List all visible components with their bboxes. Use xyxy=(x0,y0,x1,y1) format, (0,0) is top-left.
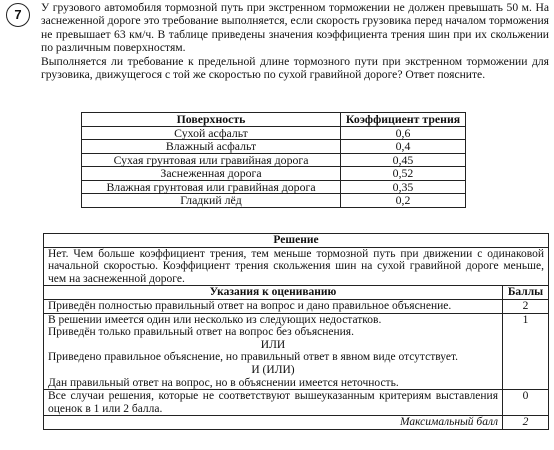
criteria-text xyxy=(44,313,503,390)
criteria-line: В решении имеется один или несколько из следующих недостатков. xyxy=(48,313,382,326)
coefficient-cell: 0,52 xyxy=(341,167,466,181)
coefficient-cell: 0,6 xyxy=(341,126,466,140)
criteria-header-row xyxy=(44,286,549,300)
surface-cell: Сухой асфальт xyxy=(82,126,341,140)
surface-cell: Заснеженная дорога xyxy=(82,167,341,181)
surface-cell: Влажная грунтовая или гравийная дорога xyxy=(82,180,341,194)
criteria-text: Все случаи решения, которые не соответствуют вышеуказанным критериям выставления оценок в 1 или 2 балла. xyxy=(44,390,503,416)
max-score-label: Максимальный балл xyxy=(44,416,503,430)
criteria-row xyxy=(44,299,549,313)
table-row xyxy=(82,167,466,181)
solution-text: Нет. Чем больше коэффициент трения, тем меньше тормозной путь при движении с одинаковой начальной скоростью. Коэффициент трения скольжения шин на сухой гравийной дороге меньше, чем на заснеженной дороге. xyxy=(44,247,549,286)
coefficient-cell: 0,45 xyxy=(341,153,466,167)
coefficient-cell: 0,2 xyxy=(341,194,466,208)
coefficient-column-header: Коэффициент трения xyxy=(341,113,466,127)
criteria-row xyxy=(44,390,549,416)
task-paragraph-2: Выполняется ли требование к предельной длине тормозного пути при экстренном торможении для грузовика, движущегося с той же скоростью по сухой гравийной дороге? Ответ поясните. xyxy=(41,54,549,82)
criteria-text: Приведён полностью правильный ответ на вопрос и дано правильное объяснение. xyxy=(44,299,503,313)
solution-table xyxy=(43,233,549,430)
table-row xyxy=(82,180,466,194)
friction-table xyxy=(81,112,466,208)
surface-cell: Гладкий лёд xyxy=(82,194,341,208)
table-row xyxy=(82,194,466,208)
max-score-value: 2 xyxy=(503,416,549,430)
friction-table-header xyxy=(82,113,466,127)
criteria-or: ИЛИ xyxy=(260,338,286,351)
surface-cell: Влажный асфальт xyxy=(82,140,341,154)
max-score-row xyxy=(44,416,549,430)
task-paragraph-1: У грузового автомобиля тормозной путь при экстренном торможении не должен превышать 50 м. На заснеженной дороге это требование выполняется, если скорость грузовика перед началом торможения не превышает 63 км/ч. В таблице приведены значения коэффициента трения шин при их скольжении по различным поверхностям. xyxy=(41,1,549,55)
criteria-score: 0 xyxy=(503,390,549,416)
criteria-row xyxy=(44,313,549,390)
score-header: Баллы xyxy=(503,286,549,300)
solution-title: Решение xyxy=(44,234,549,248)
solution-title-row xyxy=(44,234,549,248)
table-row xyxy=(82,140,466,154)
criteria-score: 1 xyxy=(503,313,549,390)
criteria-score: 2 xyxy=(503,299,549,313)
criteria-line: Приведено правильное объяснение, но правильный ответ в явном виде отсутствует. xyxy=(48,351,459,364)
table-row xyxy=(82,126,466,140)
surface-cell: Сухая грунтовая или гравийная дорога xyxy=(82,153,341,167)
surface-column-header: Поверхность xyxy=(82,113,341,127)
solution-text-row xyxy=(44,247,549,286)
task-number: 7 xyxy=(6,3,30,27)
table-row xyxy=(82,153,466,167)
criteria-line: Приведён только правильный ответ на вопрос без объяснения. xyxy=(48,326,354,339)
criteria-and-or: И (ИЛИ) xyxy=(251,363,295,376)
coefficient-cell: 0,4 xyxy=(341,140,466,154)
coefficient-cell: 0,35 xyxy=(341,180,466,194)
criteria-header: Указания к оцениванию xyxy=(44,286,503,300)
task-text xyxy=(41,1,549,81)
criteria-line: Дан правильный ответ на вопрос, но в объяснении имеется неточность. xyxy=(48,376,399,389)
